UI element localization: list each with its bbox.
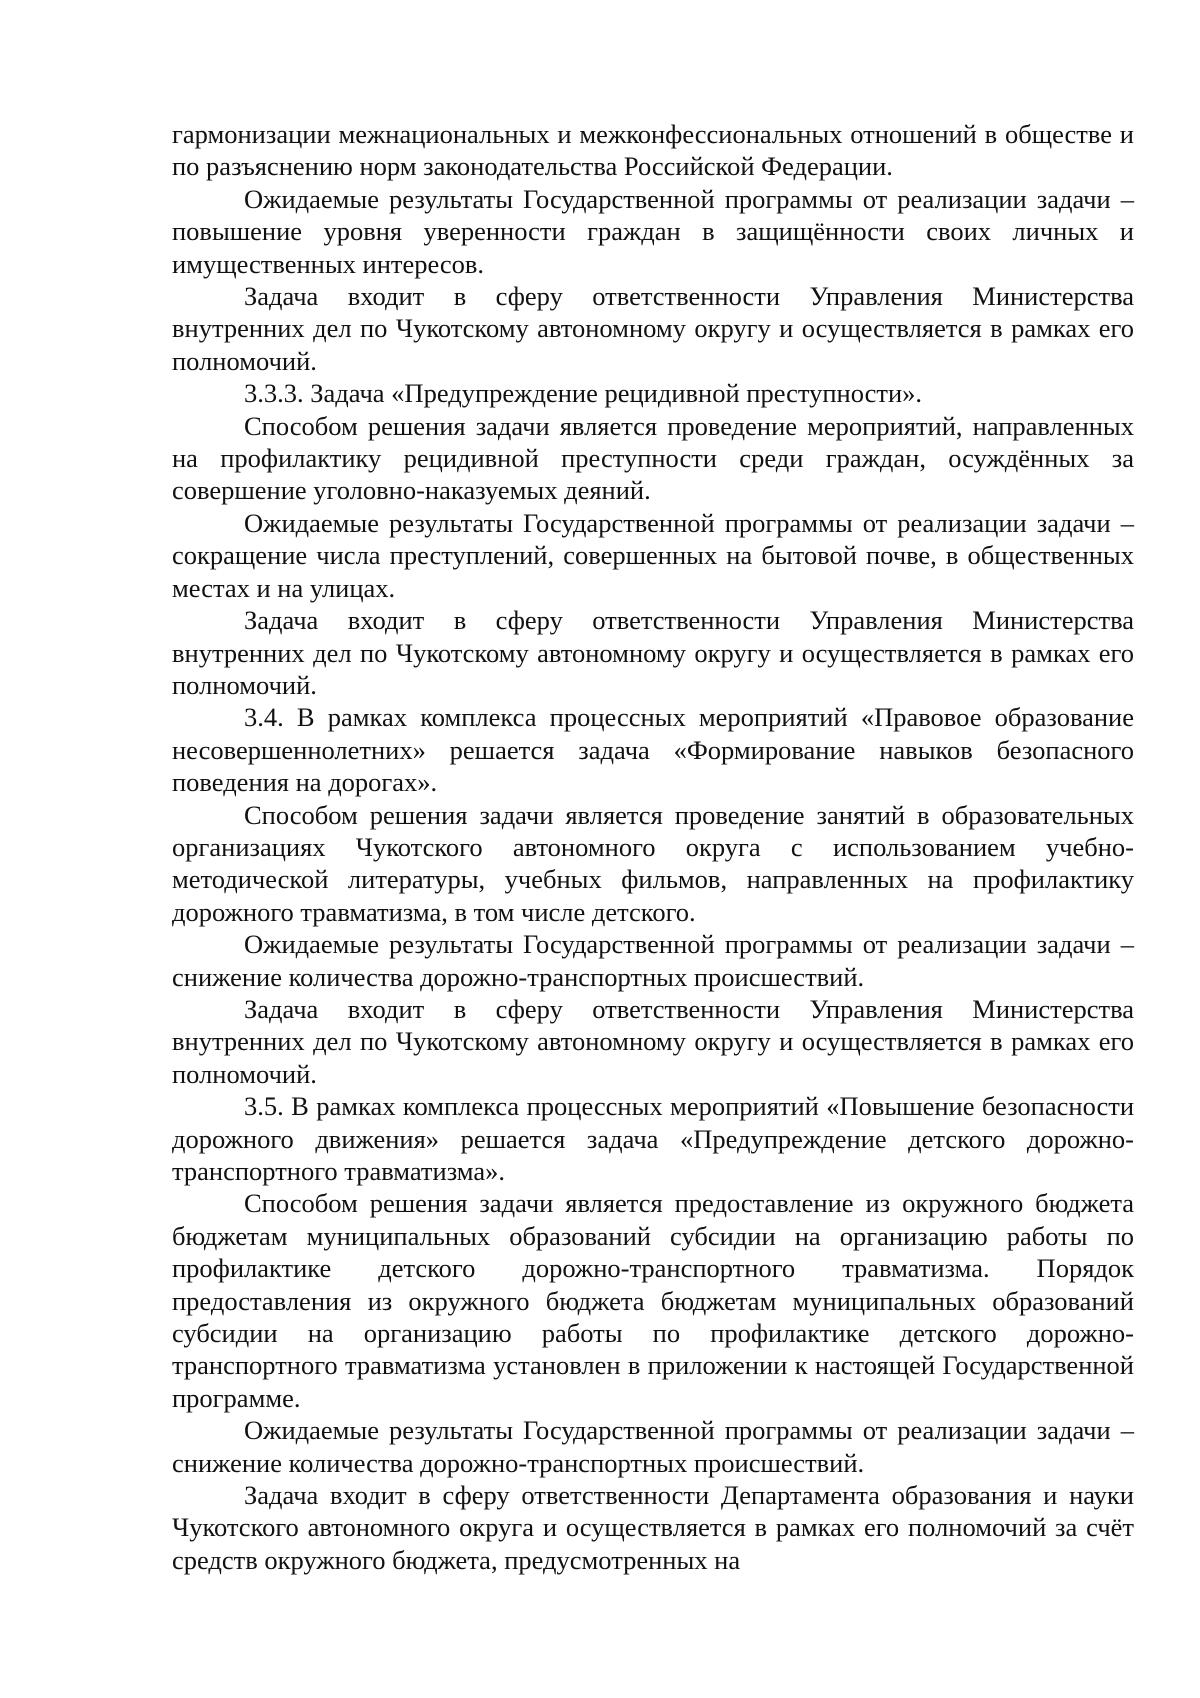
paragraph-responsibility-1: Задача входит в сферу ответственности Управления Министерства внутренних дел по Чукотскому автономному округу и осуществляется в рамках его полномочий.	[172, 281, 1134, 376]
document-page	[172, 118, 1134, 1576]
section-heading-3-4: 3.4. В рамках комплекса процессных мероприятий «Правовое образование несовершеннолетних» решается задача «Формирование навыков безопасного поведения на дорогах».	[172, 702, 1134, 798]
paragraph-responsibility-2: Задача входит в сферу ответственности Управления Министерства внутренних дел по Чукотскому автономному округу и осуществляется в рамках его полномочий.	[172, 605, 1134, 700]
paragraph-harmonization-continued: гармонизации межнациональных и межконфессиональных отношений в обществе и по разъяснению норм законодательства Российской Федерации.	[172, 119, 1134, 182]
paragraph-method-3: Способом решения задачи является предоставление из окружного бюджета бюджетам муниципальных образований субсидии на организацию работы по профилактике детского дорожно-транспортного травматизма. Порядок предоставления из окружного бюджета бюджетам муниципальных образований субсидии на организацию работы по профилактике детского дорожно-транспортного травматизма установлен в приложении к настоящей Государственной программе.	[172, 1188, 1134, 1413]
paragraph-expected-results-1: Ожидаемые результаты Государственной программы от реализации задачи – повышение уровня уверенности граждан в защищённости своих личных и имущественных интересов.	[172, 183, 1134, 279]
paragraph-expected-results-2: Ожидаемые результаты Государственной программы от реализации задачи – сокращение числа преступлений, совершенных на бытовой почве, в общественных местах и на улицах.	[172, 507, 1134, 603]
paragraph-expected-results-4: Ожидаемые результаты Государственной программы от реализации задачи – снижение количества дорожно-транспортных происшествий.	[172, 1415, 1134, 1478]
paragraph-method-2: Способом решения задачи является проведение занятий в образовательных организациях Чукотского автономного округа с использованием учебно-методической литературы, учебных фильмов, направленных на профилактику дорожного травматизма, в том числе детского.	[172, 799, 1134, 927]
paragraph-responsibility-4: Задача входит в сферу ответственности Департамента образования и науки Чукотского автономного округа и осуществляется в рамках его полномочий за счёт средств окружного бюджета, предусмотренных на	[172, 1480, 1134, 1575]
section-heading-3-5: 3.5. В рамках комплекса процессных мероприятий «Повышение безопасности дорожного движения» решается задача «Предупреждение детского дорожно-транспортного травматизма».	[172, 1091, 1134, 1186]
paragraph-expected-results-3: Ожидаемые результаты Государственной программы от реализации задачи – снижение количества дорожно-транспортных происшествий.	[172, 929, 1134, 992]
paragraph-responsibility-3: Задача входит в сферу ответственности Управления Министерства внутренних дел по Чукотскому автономному округу и осуществляется в рамках его полномочий.	[172, 993, 1134, 1089]
section-heading-3-3-3: 3.3.3. Задача «Предупреждение рецидивной преступности».	[244, 378, 923, 409]
paragraph-method-1: Способом решения задачи является проведение мероприятий, направленных на профилактику рецидивной преступности среди граждан, осуждённых за совершение уголовно-наказуемых деяний.	[172, 410, 1134, 506]
